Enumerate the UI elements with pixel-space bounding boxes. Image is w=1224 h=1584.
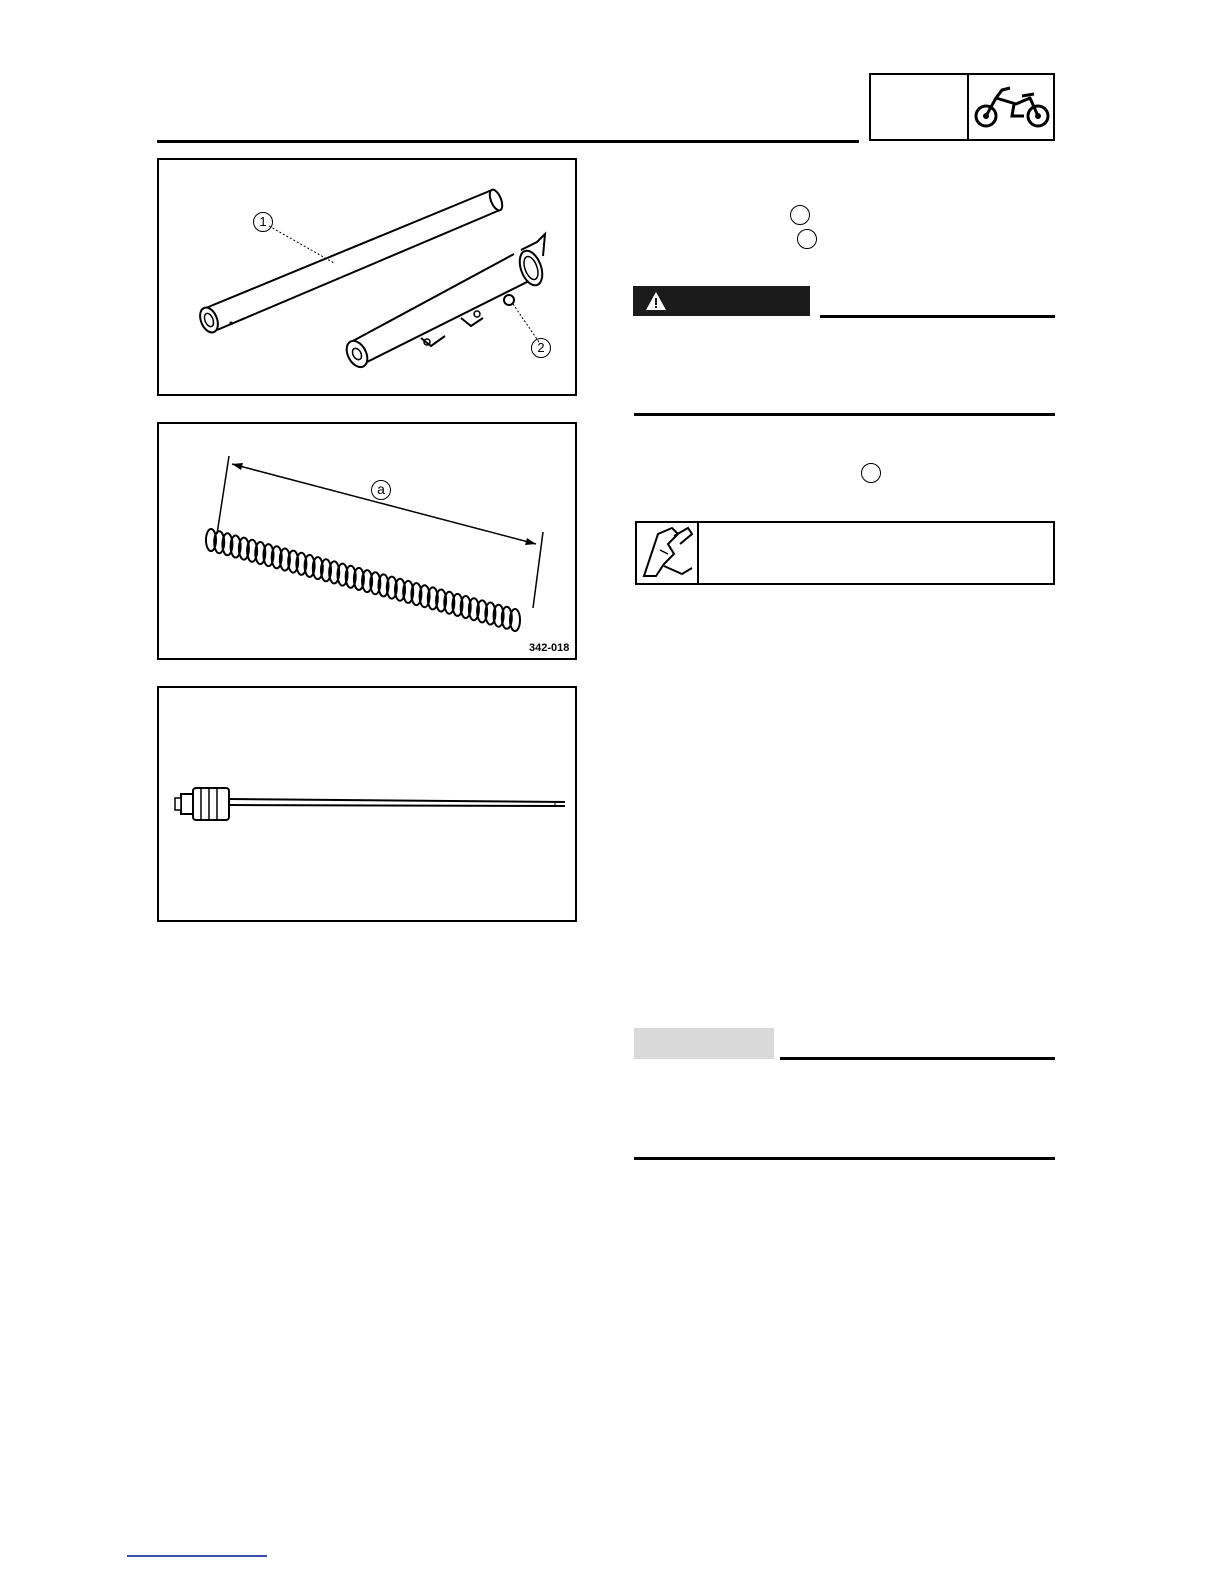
note-bottom-rule [634,1157,1055,1160]
outer-tube-drawing [342,234,546,371]
callout-circle-2 [797,229,817,249]
note-top-rule [780,1057,1055,1060]
header-rule [157,140,859,143]
motorcycle-icon [972,80,1052,136]
warning-bottom-rule [634,413,1055,416]
callout-1: 1 [253,212,273,232]
fork-spring-drawing [159,424,579,662]
callout-circle-a [861,463,881,483]
section-tab-divider [967,73,969,141]
figure-code: 342-018 [529,642,570,654]
inner-tube-drawing [197,188,505,335]
figure-damper-rod [157,686,577,922]
footer-link-underline[interactable] [127,1555,267,1557]
callout-a: a [371,480,391,500]
caliper-icon [638,524,696,582]
measurement-spec-divider [697,521,699,585]
figure-fork-tubes [157,158,577,396]
figure-fork-spring [157,422,577,660]
callout-circle-1 [790,205,810,225]
warning-top-rule [820,315,1055,318]
note-label-bar [634,1028,774,1059]
warning-triangle-icon [645,290,667,312]
callout-2: 2 [531,338,551,358]
damper-rod-drawing [159,688,579,924]
